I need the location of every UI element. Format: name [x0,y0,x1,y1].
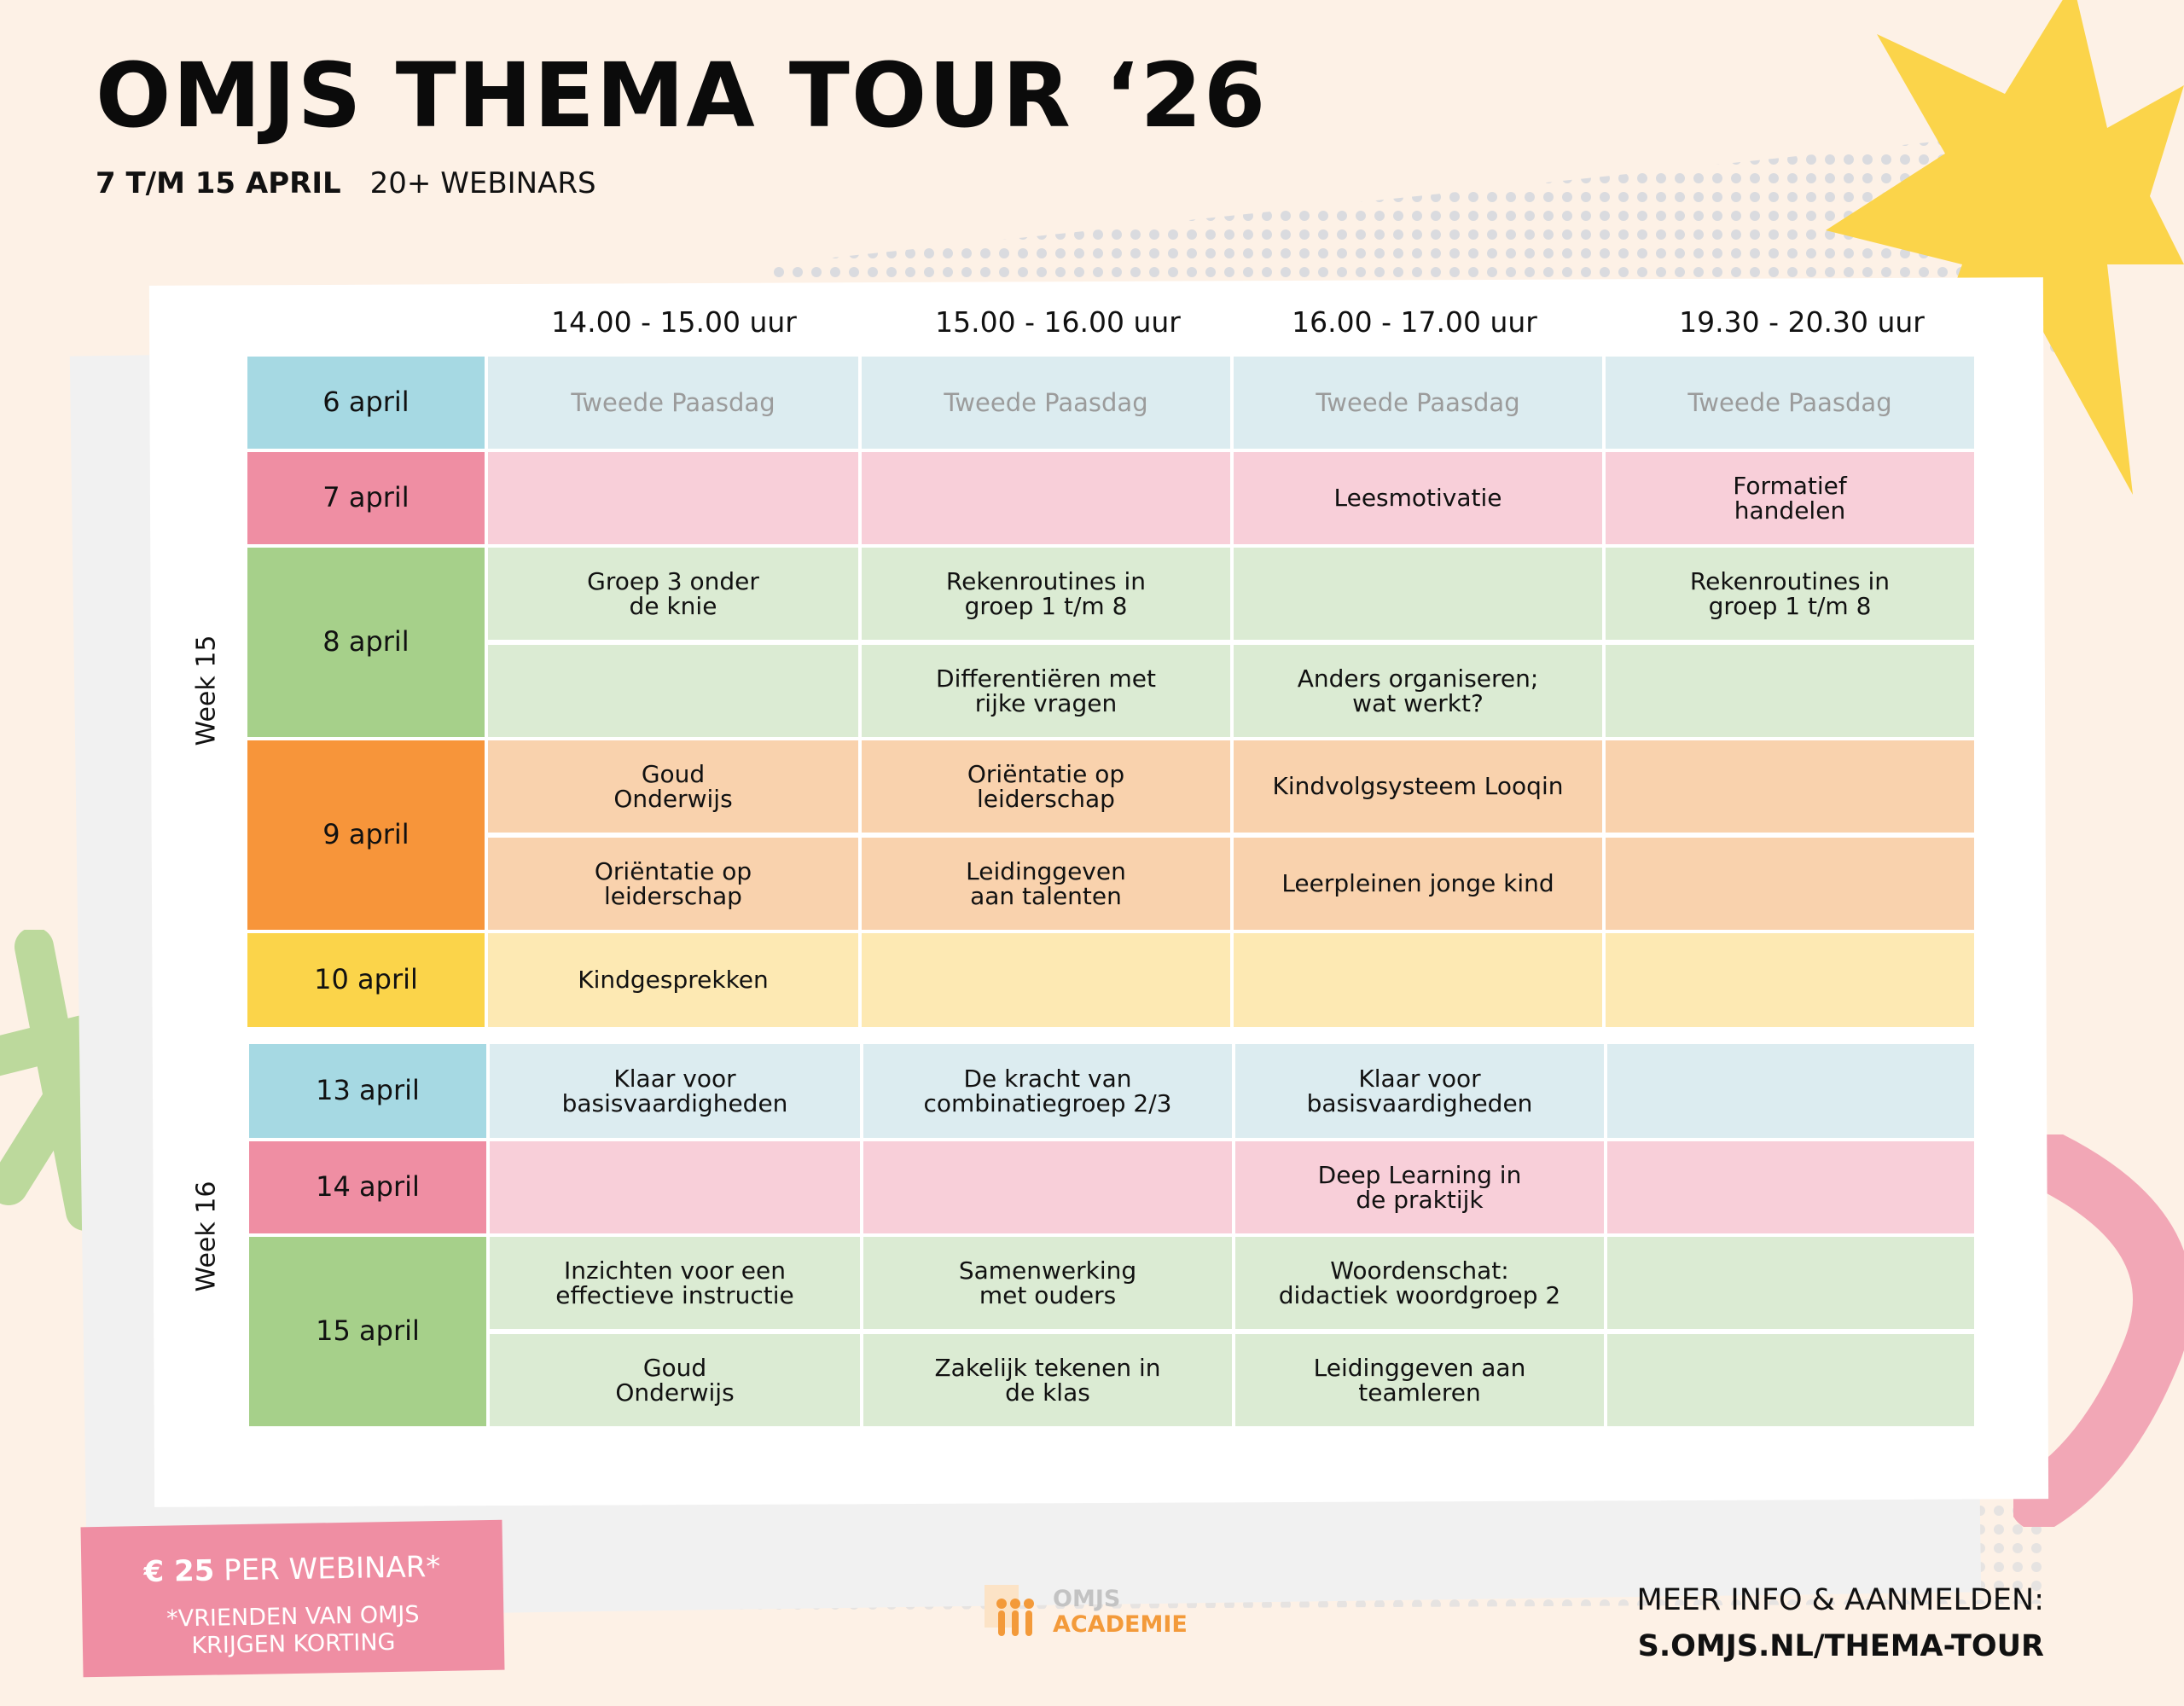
time-slot-header: 14.00 - 15.00 uur [551,305,797,339]
price-note-line1: *VRIENDEN VAN OMJS [166,1601,420,1633]
session-cell: Tweede Paasdag [862,357,1230,449]
session-cell: Oriëntatie op leiderschap [488,838,858,930]
session-cell [1234,933,1602,1027]
session-cell [1606,838,1974,930]
session-cell: Woordenschat: didactiek woordgroep 2 [1235,1237,1604,1329]
session-cell: Inzichten voor een effectieve instructie [490,1237,860,1329]
session-cell [862,452,1230,544]
session-cell: Leidinggeven aan talenten [862,838,1230,930]
date-cell: 13 april [249,1044,486,1138]
logo-line2: ACADEMIE [1053,1610,1188,1638]
session-cell: Samenwerking met ouders [863,1237,1232,1329]
session-cell: Zakelijk tekenen in de klas [863,1334,1232,1426]
omjs-academie-logo [983,1585,1196,1653]
date-cell: 7 april [247,452,485,544]
session-cell: Klaar voor basisvaardigheden [1235,1044,1604,1138]
week-label: Week 16 [191,1181,222,1292]
info-url-link[interactable]: S.OMJS.NL/THEMA-TOUR [1637,1629,2044,1663]
session-cell: Kindgesprekken [488,933,858,1027]
session-cell: Anders organiseren; wat werkt? [1234,645,1602,737]
date-cell: 9 april [247,740,485,930]
session-cell: De kracht van combinatiegroep 2/3 [863,1044,1232,1138]
price-note [82,1600,504,1662]
date-cell: 15 april [249,1237,486,1426]
date-cell: 8 april [247,548,485,737]
session-cell [1607,1044,1974,1138]
page-title: OMJS THEMA TOUR ‘26 [96,44,1268,148]
session-cell: Tweede Paasdag [1234,357,1602,449]
session-cell: Klaar voor basisvaardigheden [490,1044,860,1138]
date-cell: 14 april [249,1141,486,1233]
session-cell: Tweede Paasdag [1606,357,1974,449]
webinar-count: 20+ WEBINARS [369,166,596,200]
session-cell [1606,740,1974,833]
session-cell [1606,645,1974,737]
session-cell [1606,933,1974,1027]
price-tag [81,1520,505,1678]
session-cell [488,452,858,544]
people-logo-icon [983,1585,1051,1653]
session-cell [862,933,1230,1027]
session-cell: Goud Onderwijs [490,1334,860,1426]
event-dates: 7 T/M 15 APRIL [96,166,341,200]
info-label: MEER INFO & AANMELDEN: [1636,1583,2044,1617]
session-cell: Rekenroutines in groep 1 t/m 8 [1606,548,1974,640]
session-cell: Oriëntatie op leiderschap [862,740,1230,833]
session-cell [1607,1237,1974,1329]
session-cell [1234,548,1602,640]
session-cell [488,645,858,737]
session-cell: Tweede Paasdag [488,357,858,449]
logo-text [1053,1587,1188,1637]
time-slot-header: 19.30 - 20.30 uur [1679,305,1925,339]
session-cell: Formatief handelen [1606,452,1974,544]
time-slot-header: 15.00 - 16.00 uur [935,305,1181,339]
session-cell: Differentiëren met rijke vragen [862,645,1230,737]
time-slot-header: 16.00 - 17.00 uur [1292,305,1537,339]
session-cell: Rekenroutines in groep 1 t/m 8 [862,548,1230,640]
info-block [1532,1583,2044,1663]
session-cell: Deep Learning in de praktijk [1235,1141,1604,1233]
price-label: PER WEBINAR* [223,1549,441,1588]
session-cell [490,1141,860,1233]
session-cell: Leidinggeven aan teamleren [1235,1334,1604,1426]
session-cell [1607,1141,1974,1233]
price-note-line2: KRIJGEN KORTING [191,1629,396,1660]
price-amount: € 25 [143,1553,215,1590]
session-cell [1607,1334,1974,1426]
date-cell: 10 april [247,933,485,1027]
event-subtitle [96,166,596,200]
session-cell: Goud Onderwijs [488,740,858,833]
session-cell [863,1141,1232,1233]
session-cell: Groep 3 onder de knie [488,548,858,640]
week-label: Week 15 [191,635,222,746]
session-cell: Kindvolgsysteem Looqin [1234,740,1602,833]
session-cell: Leesmotivatie [1234,452,1602,544]
session-cell: Leerpleinen jonge kind [1234,838,1602,930]
date-cell: 6 april [247,357,485,449]
price-line [81,1549,503,1591]
logo-line1: OMJS [1053,1586,1121,1612]
